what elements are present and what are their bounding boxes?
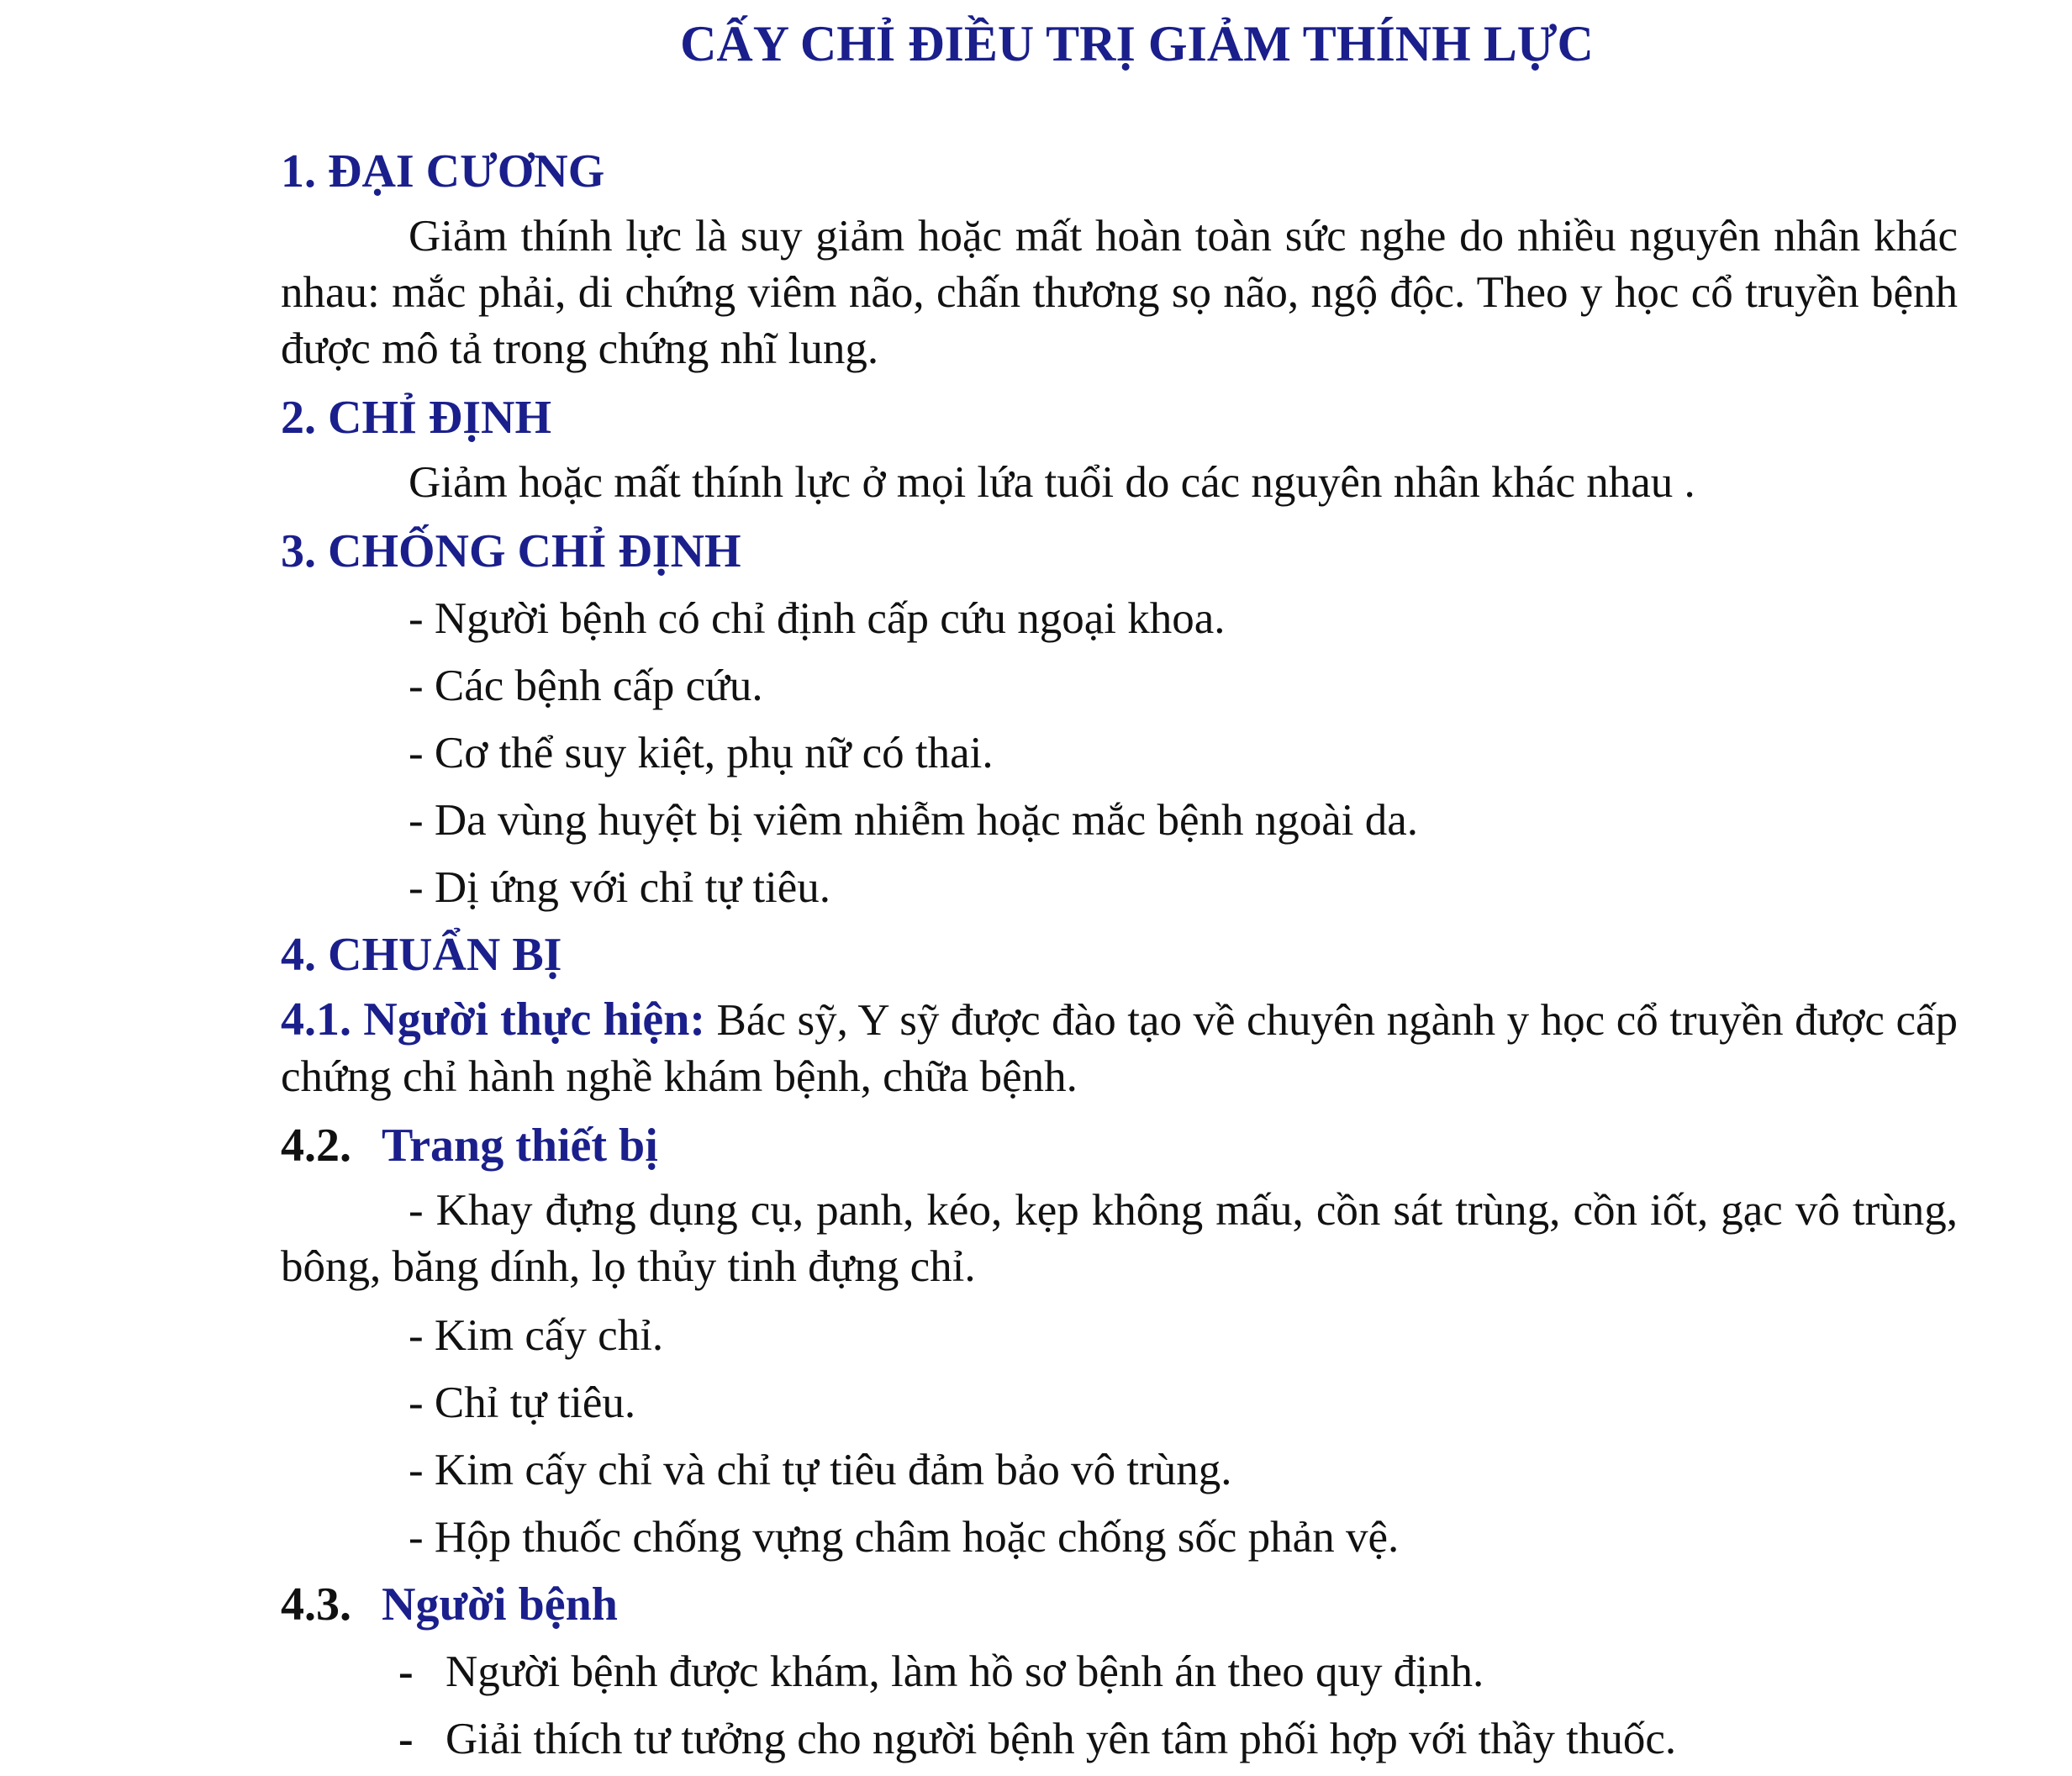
section-heading-chi-dinh: 2. CHỈ ĐỊNH <box>281 392 552 444</box>
document-body <box>281 141 1958 1776</box>
list-item: - Cơ thể suy kiệt, phụ nữ có thai. <box>409 729 994 777</box>
subsection-heading-nguoi-benh <box>281 1574 1958 1642</box>
document-title: CẤY CHỈ ĐIỀU TRỊ GIẢM THÍNH LỰC <box>680 16 1594 71</box>
subsection-number: 4.2. <box>281 1120 351 1172</box>
subsection-heading-trang-thiet-bi <box>281 1115 1958 1183</box>
section-paragraph-dai-cuong: Giảm thính lực là suy giảm hoặc mất hoàn toàn sức nghe do nhiều nguyên nhân khác nhau: mắc phải, di chứng viêm não, chấn thương sọ não, ngộ độc. Theo y học cổ truyền bệnh được mô tả trong chứng nhĩ lung. <box>281 212 1958 373</box>
list-item-text: Người bệnh được khám, làm hồ sơ bệnh án theo quy định. <box>446 1647 1484 1696</box>
subsection-label: Người bệnh <box>382 1578 618 1631</box>
bullet-dash: - <box>398 1647 414 1696</box>
list-item: - Người bệnh có chỉ định cấp cứu ngoại khoa. <box>409 594 1226 643</box>
subsection-number: 4.3. <box>281 1578 351 1631</box>
equipment-paragraph: - Khay đựng dụng cụ, panh, kéo, kẹp không mấu, cồn sát trùng, cồn iốt, gạc vô trùng, bông, băng dính, lọ thủy tinh đựng chỉ. <box>281 1186 1958 1291</box>
bullet-dash: - <box>398 1715 414 1763</box>
list-item: - Dị ứng với chỉ tự tiêu. <box>409 863 831 912</box>
subsection-label: Trang thiết bị <box>382 1120 658 1172</box>
subsection-label: 4.1. Người thực hiện: <box>281 993 706 1046</box>
list-item: - Da vùng huyệt bị viêm nhiễm hoặc mắc bệnh ngoài da. <box>409 796 1418 845</box>
subsection-text: Bác sỹ, Y sỹ được đào tạo về chuyên ngành y học cổ truyền được cấp chứng chỉ hành nghề khám bệnh, chữa bệnh. <box>281 996 1959 1101</box>
list-item-text: Giải thích tư tưởng cho người bệnh yên tâm phối hợp với thầy thuốc. <box>446 1715 1677 1763</box>
list-item <box>281 1709 1958 1776</box>
list-item <box>281 1642 1958 1709</box>
section-paragraph-chi-dinh: Giảm hoặc mất thính lực ở mọi lứa tuổi do các nguyên nhân khác nhau . <box>409 458 1695 507</box>
list-item: - Chỉ tự tiêu. <box>409 1378 636 1427</box>
section-heading-dai-cuong: 1. ĐẠI CƯƠNG <box>281 145 605 198</box>
list-item: - Kim cấy chỉ. <box>409 1311 664 1360</box>
subsection-nguoi-thuc-hien <box>281 992 1958 1105</box>
list-item: - Các bệnh cấp cứu. <box>409 661 763 710</box>
list-item: - Kim cấy chỉ và chỉ tự tiêu đảm bảo vô trùng. <box>409 1446 1232 1494</box>
section-heading-chong-chi-dinh: 3. CHỐNG CHỈ ĐỊNH <box>281 525 741 577</box>
section-heading-chuan-bi: 4. CHUẨN BỊ <box>281 929 562 981</box>
list-item: - Hộp thuốc chống vựng châm hoặc chống sốc phản vệ. <box>409 1513 1400 1562</box>
